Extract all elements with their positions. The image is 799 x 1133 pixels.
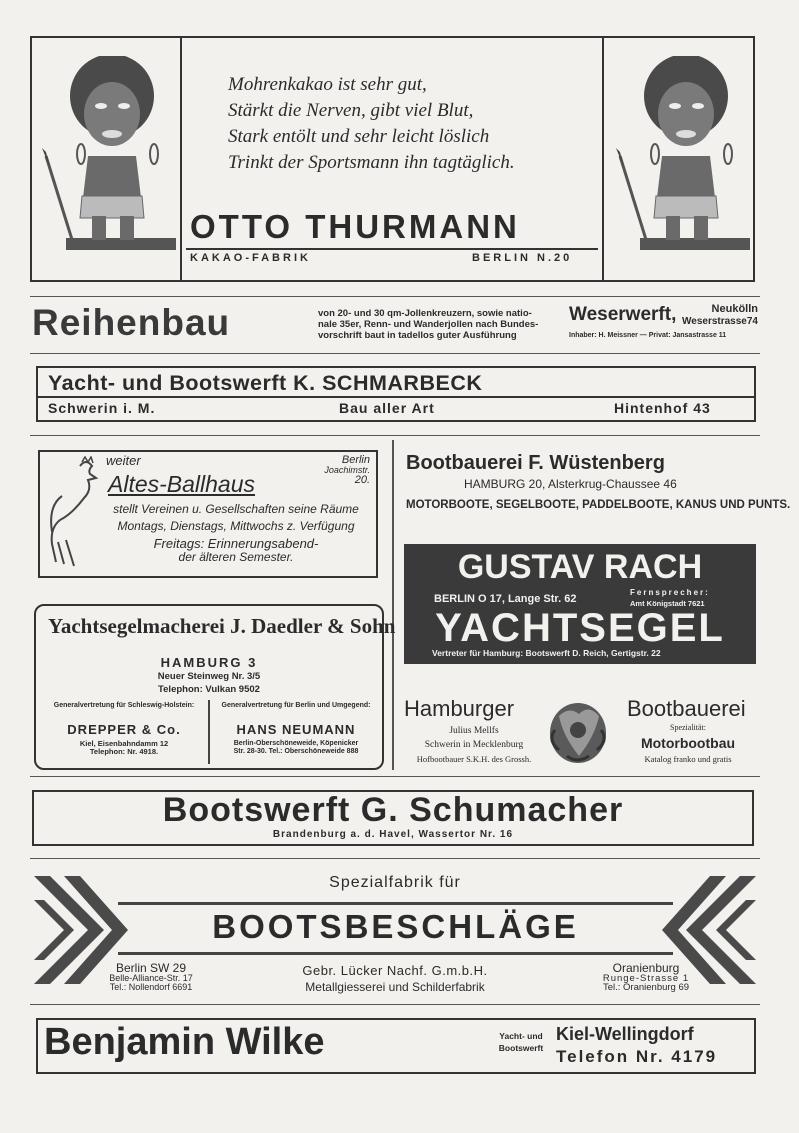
daedler-right-line: Str. 28-30. Tel.: Oberschöneweide 888 (233, 748, 359, 755)
ballhaus-line: der älteren Semester. (178, 550, 294, 564)
hamburger-court: Hofbootbauer S.K.H. des Grossh. (416, 754, 532, 764)
thurmann-rule (186, 248, 598, 250)
hamburger-special: Motorbootbau (640, 735, 736, 751)
hamburger-special-label: Spezialität: (670, 723, 706, 732)
ballhaus-address-line: 20. (354, 474, 370, 486)
schumacher-title: Bootswerft G. Schumacher (162, 791, 624, 829)
wilke-middle-line: Yacht- und (499, 1031, 543, 1041)
thurmann-city: BERLIN N.20 (472, 252, 573, 264)
daedler-right-address (214, 740, 378, 756)
beschlaege-right (566, 962, 726, 992)
daedler-left-line: Telephon: Nr. 4918. (89, 747, 159, 756)
thurmann-subtitle: KAKAO-FABRIK (190, 252, 311, 264)
schmarbeck-title: Yacht- und Bootswerft K. SCHMARBECK (48, 371, 483, 395)
weserwerft-district: Neukölln (711, 303, 758, 315)
ballhaus-address (312, 455, 370, 485)
wilke-middle-line: Bootswerft (498, 1043, 544, 1053)
beschlaege-left (76, 962, 226, 992)
mascot-illustration-left (36, 56, 176, 256)
beschlaege-right-line: Tel.: Oranienburg 69 (602, 982, 690, 993)
schmarbeck-city: Schwerin i. M. (48, 400, 156, 416)
thurmann-divider-right (602, 36, 604, 282)
beschlaege-center-line: Gebr. Lücker Nachf. G.m.b.H. (302, 963, 488, 978)
divider (30, 776, 760, 777)
reihenbau-text (318, 308, 558, 341)
daedler-phone: Telephon: Vulkan 9502 (158, 684, 260, 695)
beschlaege-left-line: Belle-Alliance-Str. 17 (109, 973, 193, 983)
divider (30, 1004, 760, 1005)
daedler-right-name: HANS NEUMANN (236, 722, 356, 737)
daedler-right-head: Generalvertretung für Berlin und Umgegend: (221, 702, 371, 709)
ballhaus-line: Montags, Dienstags, Mittwochs z. Verfügung (117, 519, 355, 533)
mascot-illustration-right (610, 56, 750, 256)
daedler-left-line: Kiel, Eisenbahndamm 12 (79, 739, 169, 748)
ballhaus-text (96, 501, 376, 563)
reihenbau-title: Reihenbau (32, 302, 231, 343)
schmarbeck-service: Bau aller Art (339, 400, 435, 416)
daedler-street: Neuer Steinweg Nr. 3/5 (157, 671, 261, 682)
daedler-split (208, 700, 210, 764)
ballhaus-top-left: weiter (106, 453, 141, 468)
weserwerft-name: Weserwerft, (569, 304, 677, 325)
reihenbau-line: nale 35er, Renn- und Wanderjollen nach Bundes- (318, 319, 539, 330)
rach-phone-label: Fernsprecher: (630, 588, 710, 597)
crest-emblem (547, 700, 609, 766)
beschlaege-left-line: Tel.: Nollendorf 6691 (109, 982, 193, 992)
rach-address: BERLIN O 17, Lange Str. 62 (434, 593, 577, 605)
reihenbau-line: von 20- und 30 qm-Jollenkreuzern, sowie natio- (318, 308, 532, 319)
hamburger-catalog: Katalog franko und gratis (644, 754, 732, 764)
thurmann-name: OTTO THURMANN (190, 208, 520, 245)
divider (30, 435, 760, 436)
rach-phone: Amt Königstadt 7621 (630, 599, 705, 608)
beschlaege-right-line: Runge-Strasse 1 (602, 973, 690, 984)
schmarbeck-address: Hintenhof 43 (614, 400, 711, 416)
wilke-phone: Telefon Nr. 4179 (556, 1047, 718, 1066)
ballhaus-name: Altes-Ballhaus (108, 471, 256, 497)
hamburger-right-title: Bootbauerei (627, 696, 746, 721)
wuestenberg-address: HAMBURG 20, Alsterkrug-Chaussee 46 (464, 477, 677, 491)
ballhaus-address-line: Berlin (341, 454, 370, 466)
ballhaus-address-line: Joachimstr. (324, 465, 370, 475)
rach-representative: Vertreter für Hamburg: Bootswerft D. Reich, Gertigstr. 22 (432, 648, 661, 658)
schmarbeck-rule (38, 396, 754, 398)
reihenbau-line: vorschrift baut in tadellos guter Ausführung (318, 330, 517, 341)
beschlaege-right-line: Oranienburg (612, 961, 680, 975)
poem-line: Stark entölt und sehr leicht löslich (228, 126, 490, 147)
divider (30, 858, 760, 859)
wuestenberg-title: Bootbauerei F. Wüstenberg (406, 452, 665, 474)
poem-line: Trinkt der Sportsmann ihn tagtäglich. (228, 152, 515, 173)
hamburger-owner: Julius Mellfs (449, 726, 499, 736)
beschlaege-rule-bottom (118, 952, 673, 955)
ballhaus-line: stellt Vereinen u. Gesellschaften seine Räume (113, 502, 359, 516)
beschlaege-top: Spezialfabrik für (329, 874, 461, 891)
schumacher-address: Brandenburg a. d. Havel, Wassertor Nr. 16 (272, 829, 514, 840)
wilke-middle (488, 1030, 554, 1054)
hamburger-city: Schwerin in Mecklenburg (424, 740, 524, 750)
poem-line: Mohrenkakao ist sehr gut, (228, 74, 427, 95)
weserwerft-street: Weserstrasse74 (682, 316, 758, 327)
poem-line: Stärkt die Nerven, gibt viel Blut, (228, 100, 474, 121)
thurmann-divider-left (180, 36, 182, 282)
rach-product: YACHTSEGEL (435, 606, 725, 650)
weserwerft-owner: Inhaber: H. Meissner — Privat: Jansastrasse 11 (569, 332, 727, 339)
divider (30, 353, 760, 354)
ballhaus-line: Freitags: Erinnerungsabend- (153, 536, 319, 551)
daedler-title: Yachtsegelmacherei J. Daedler & Sohn (48, 614, 396, 638)
beschlaege-center-line: Metallgiesserei und Schilderfabrik (305, 980, 485, 994)
rooster-illustration (42, 456, 102, 576)
rach-title: GUSTAV RACH (457, 548, 703, 586)
daedler-left-head: Generalvertretung für Schleswig-Holstein: (53, 702, 195, 709)
thurmann-poem (228, 72, 588, 176)
beschlaege-title: BOOTSBESCHLÄGE (212, 908, 579, 945)
beschlaege-rule-top (118, 902, 673, 905)
wilke-city: Kiel-Wellingdorf (556, 1024, 694, 1044)
daedler-right-line: Berlin-Oberschöneweide, Köpenicker (233, 740, 359, 747)
divider (30, 296, 760, 297)
wilke-name: Benjamin Wilke (44, 1021, 325, 1063)
daedler-city: HAMBURG 3 (160, 655, 258, 670)
hamburger-left-title: Hamburger (404, 696, 515, 721)
daedler-left-name: DREPPER & Co. (67, 722, 181, 737)
daedler-left-address (44, 740, 204, 756)
column-divider (392, 440, 394, 770)
wuestenberg-products: MOTORBOOTE, SEGELBOOTE, PADDELBOOTE, KANUS UND PUNTS. (406, 499, 791, 511)
beschlaege-center (230, 962, 560, 996)
beschlaege-left-line: Berlin SW 29 (115, 961, 187, 975)
